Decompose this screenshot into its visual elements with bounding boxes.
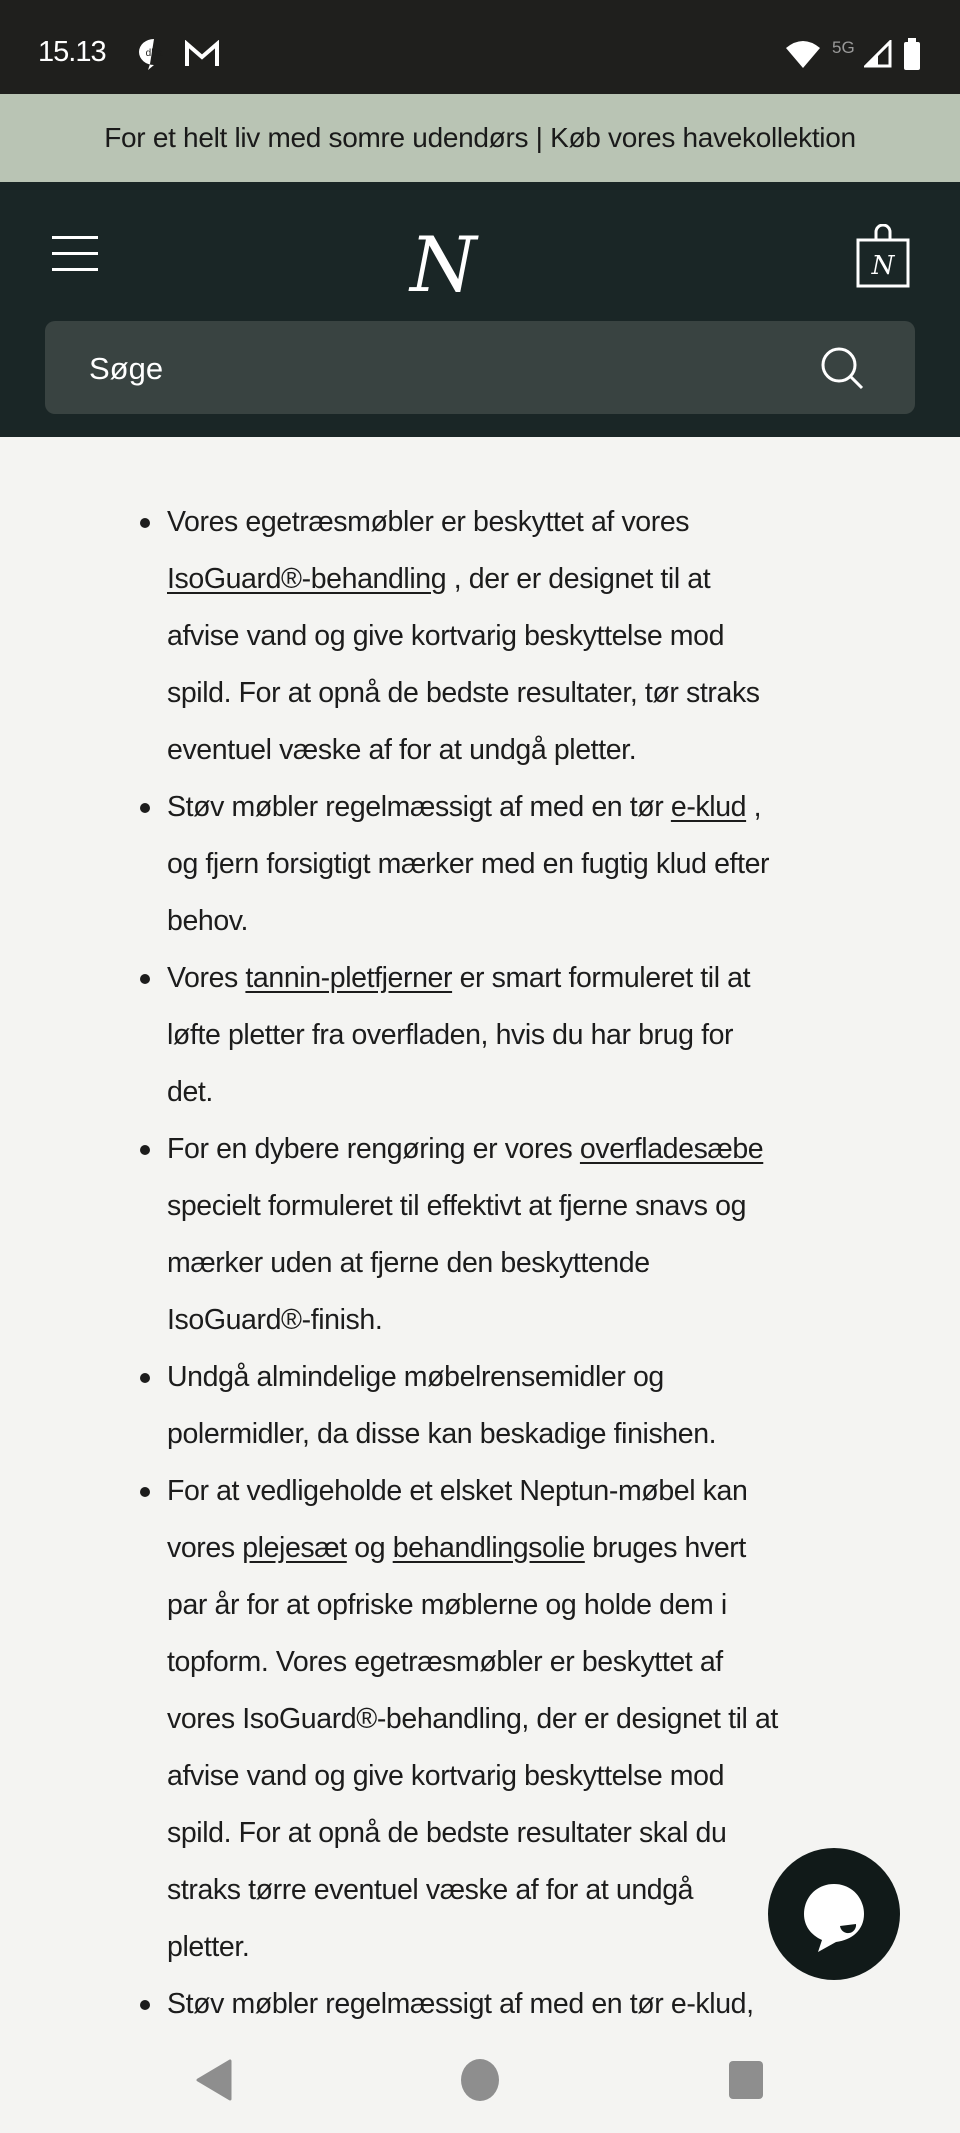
list-item (0, 779, 960, 950)
product-link[interactable]: tannin-pletfjerner (245, 962, 453, 994)
text-segment: mærker uden at fjerne den beskyttende (167, 1247, 650, 1279)
text-segment: afvise vand og give kortvarig beskyttelse mod (167, 620, 725, 652)
system-nav-bar (0, 2035, 960, 2133)
text-segment: løfte pletter fra overfladen, hvis du har brug for (167, 1019, 734, 1051)
home-button[interactable] (461, 2059, 499, 2101)
recents-button[interactable] (729, 2061, 763, 2099)
text-line (167, 1292, 960, 1349)
chat-bubble-icon (768, 1848, 900, 1980)
text-segment: topform. Vores egetræsmøbler er beskyttet af (167, 1646, 723, 1678)
text-line (167, 1064, 960, 1121)
wifi-icon (786, 40, 820, 68)
product-link[interactable]: overfladesæbe (579, 1133, 764, 1165)
text-segment: For at vedligeholde et elsket Neptun-møbel kan (167, 1475, 748, 1507)
text-line (167, 1121, 960, 1178)
text-segment: specielt formuleret til effektivt at fjerne snavs og (167, 1190, 747, 1222)
hamburger-menu-icon[interactable] (52, 236, 98, 272)
search-placeholder: Søge (89, 351, 164, 386)
svg-text:N: N (871, 251, 895, 281)
chat-button[interactable] (768, 1848, 900, 1980)
text-line (167, 1007, 960, 1064)
text-segment: Støv møbler regelmæssigt af med en tør (167, 791, 671, 823)
care-instructions (0, 437, 960, 2035)
network-type: 5G (832, 38, 855, 57)
bullet (140, 974, 150, 984)
list-item (0, 1976, 960, 2033)
bullet (140, 1145, 150, 1155)
text-segment: , der er designet til at (446, 563, 711, 595)
text-segment: straks tørre eventuel væske af for at undgå (167, 1874, 694, 1906)
bullet (140, 1487, 150, 1497)
list-item (0, 494, 960, 779)
text-segment: Vores egetræsmøbler er beskyttet af vores (167, 506, 690, 538)
text-line (167, 893, 960, 950)
text-line (167, 722, 960, 779)
text-segment: pletter. (167, 1931, 250, 1963)
care-list (0, 494, 960, 2033)
product-link[interactable]: IsoGuard®-behandling (167, 563, 447, 595)
text-segment: Vores (167, 962, 246, 994)
text-line (167, 551, 960, 608)
text-segment: er smart formuleret til at (452, 962, 751, 994)
text-line (167, 1520, 960, 1577)
text-line (167, 1235, 960, 1292)
text-segment: afvise vand og give kortvarig beskyttelse mod (167, 1760, 725, 1792)
svg-text:dba: dba (145, 48, 163, 59)
text-line (167, 1577, 960, 1634)
text-line (167, 950, 960, 1007)
promo-banner-text[interactable]: For et helt liv med somre udendørs | Køb vores havekollektion (104, 122, 856, 153)
text-segment: , (746, 791, 762, 823)
bullet (140, 518, 150, 528)
gmail-icon (184, 40, 220, 68)
product-link[interactable]: behandlingsolie (392, 1532, 585, 1564)
text-line (167, 1349, 960, 1406)
search-input[interactable] (45, 321, 915, 414)
text-segment: IsoGuard®-finish. (167, 1304, 383, 1336)
text-segment: Støv møbler regelmæssigt af med en tør e-klud, (167, 1988, 754, 2020)
list-item (0, 1121, 960, 1349)
text-line (167, 1178, 960, 1235)
text-segment: spild. For at opnå de bedste resultater skal du (167, 1817, 727, 1849)
product-link[interactable]: e-klud (670, 791, 747, 823)
shopping-bag-icon[interactable] (856, 224, 910, 288)
text-segment: Undgå almindelige møbelrensemidler og (167, 1361, 664, 1393)
text-segment: og (346, 1532, 393, 1564)
text-line (167, 1748, 960, 1805)
text-segment: par år for at opfriske møblerne og holde dem i (167, 1589, 727, 1621)
text-segment: det. (167, 1076, 213, 1108)
status-bar (0, 0, 960, 94)
logo[interactable]: N (410, 220, 477, 309)
list-item (0, 950, 960, 1121)
text-line (167, 494, 960, 551)
signal-icon (864, 40, 892, 68)
text-segment: For en dybere rengøring er vores (167, 1133, 580, 1165)
search-icon[interactable] (819, 345, 865, 391)
text-segment: polermidler, da disse kan beskadige finishen. (167, 1418, 717, 1450)
text-segment: spild. For at opnå de bedste resultater, tør straks (167, 677, 760, 709)
text-line (167, 1976, 960, 2033)
text-segment: behov. (167, 905, 249, 937)
text-line (167, 836, 960, 893)
bullet (140, 2000, 150, 2010)
battery-icon (902, 38, 922, 70)
list-item (0, 1349, 960, 1463)
bullet (140, 1373, 150, 1383)
text-line (167, 1634, 960, 1691)
text-line (167, 665, 960, 722)
back-button[interactable] (196, 2059, 232, 2106)
product-link[interactable]: plejesæt (242, 1532, 347, 1564)
text-segment: vores IsoGuard®-behandling, der er designet til at (167, 1703, 778, 1735)
text-line (167, 608, 960, 665)
text-segment: eventuel væske af for at undgå pletter. (167, 734, 637, 766)
text-segment: og fjern forsigtigt mærker med en fugtig klud efter (167, 848, 770, 880)
text-line (167, 779, 960, 836)
back-icon (196, 2059, 232, 2101)
text-line (167, 1463, 960, 1520)
text-line (167, 1691, 960, 1748)
site-header (0, 182, 960, 437)
text-line (167, 1406, 960, 1463)
promo-banner[interactable] (0, 94, 960, 182)
text-segment: bruges hvert (584, 1532, 746, 1564)
bullet (140, 803, 150, 813)
status-time: 15.13 (38, 36, 106, 68)
dba-notification-icon (136, 36, 172, 72)
text-segment: vores (167, 1532, 243, 1564)
